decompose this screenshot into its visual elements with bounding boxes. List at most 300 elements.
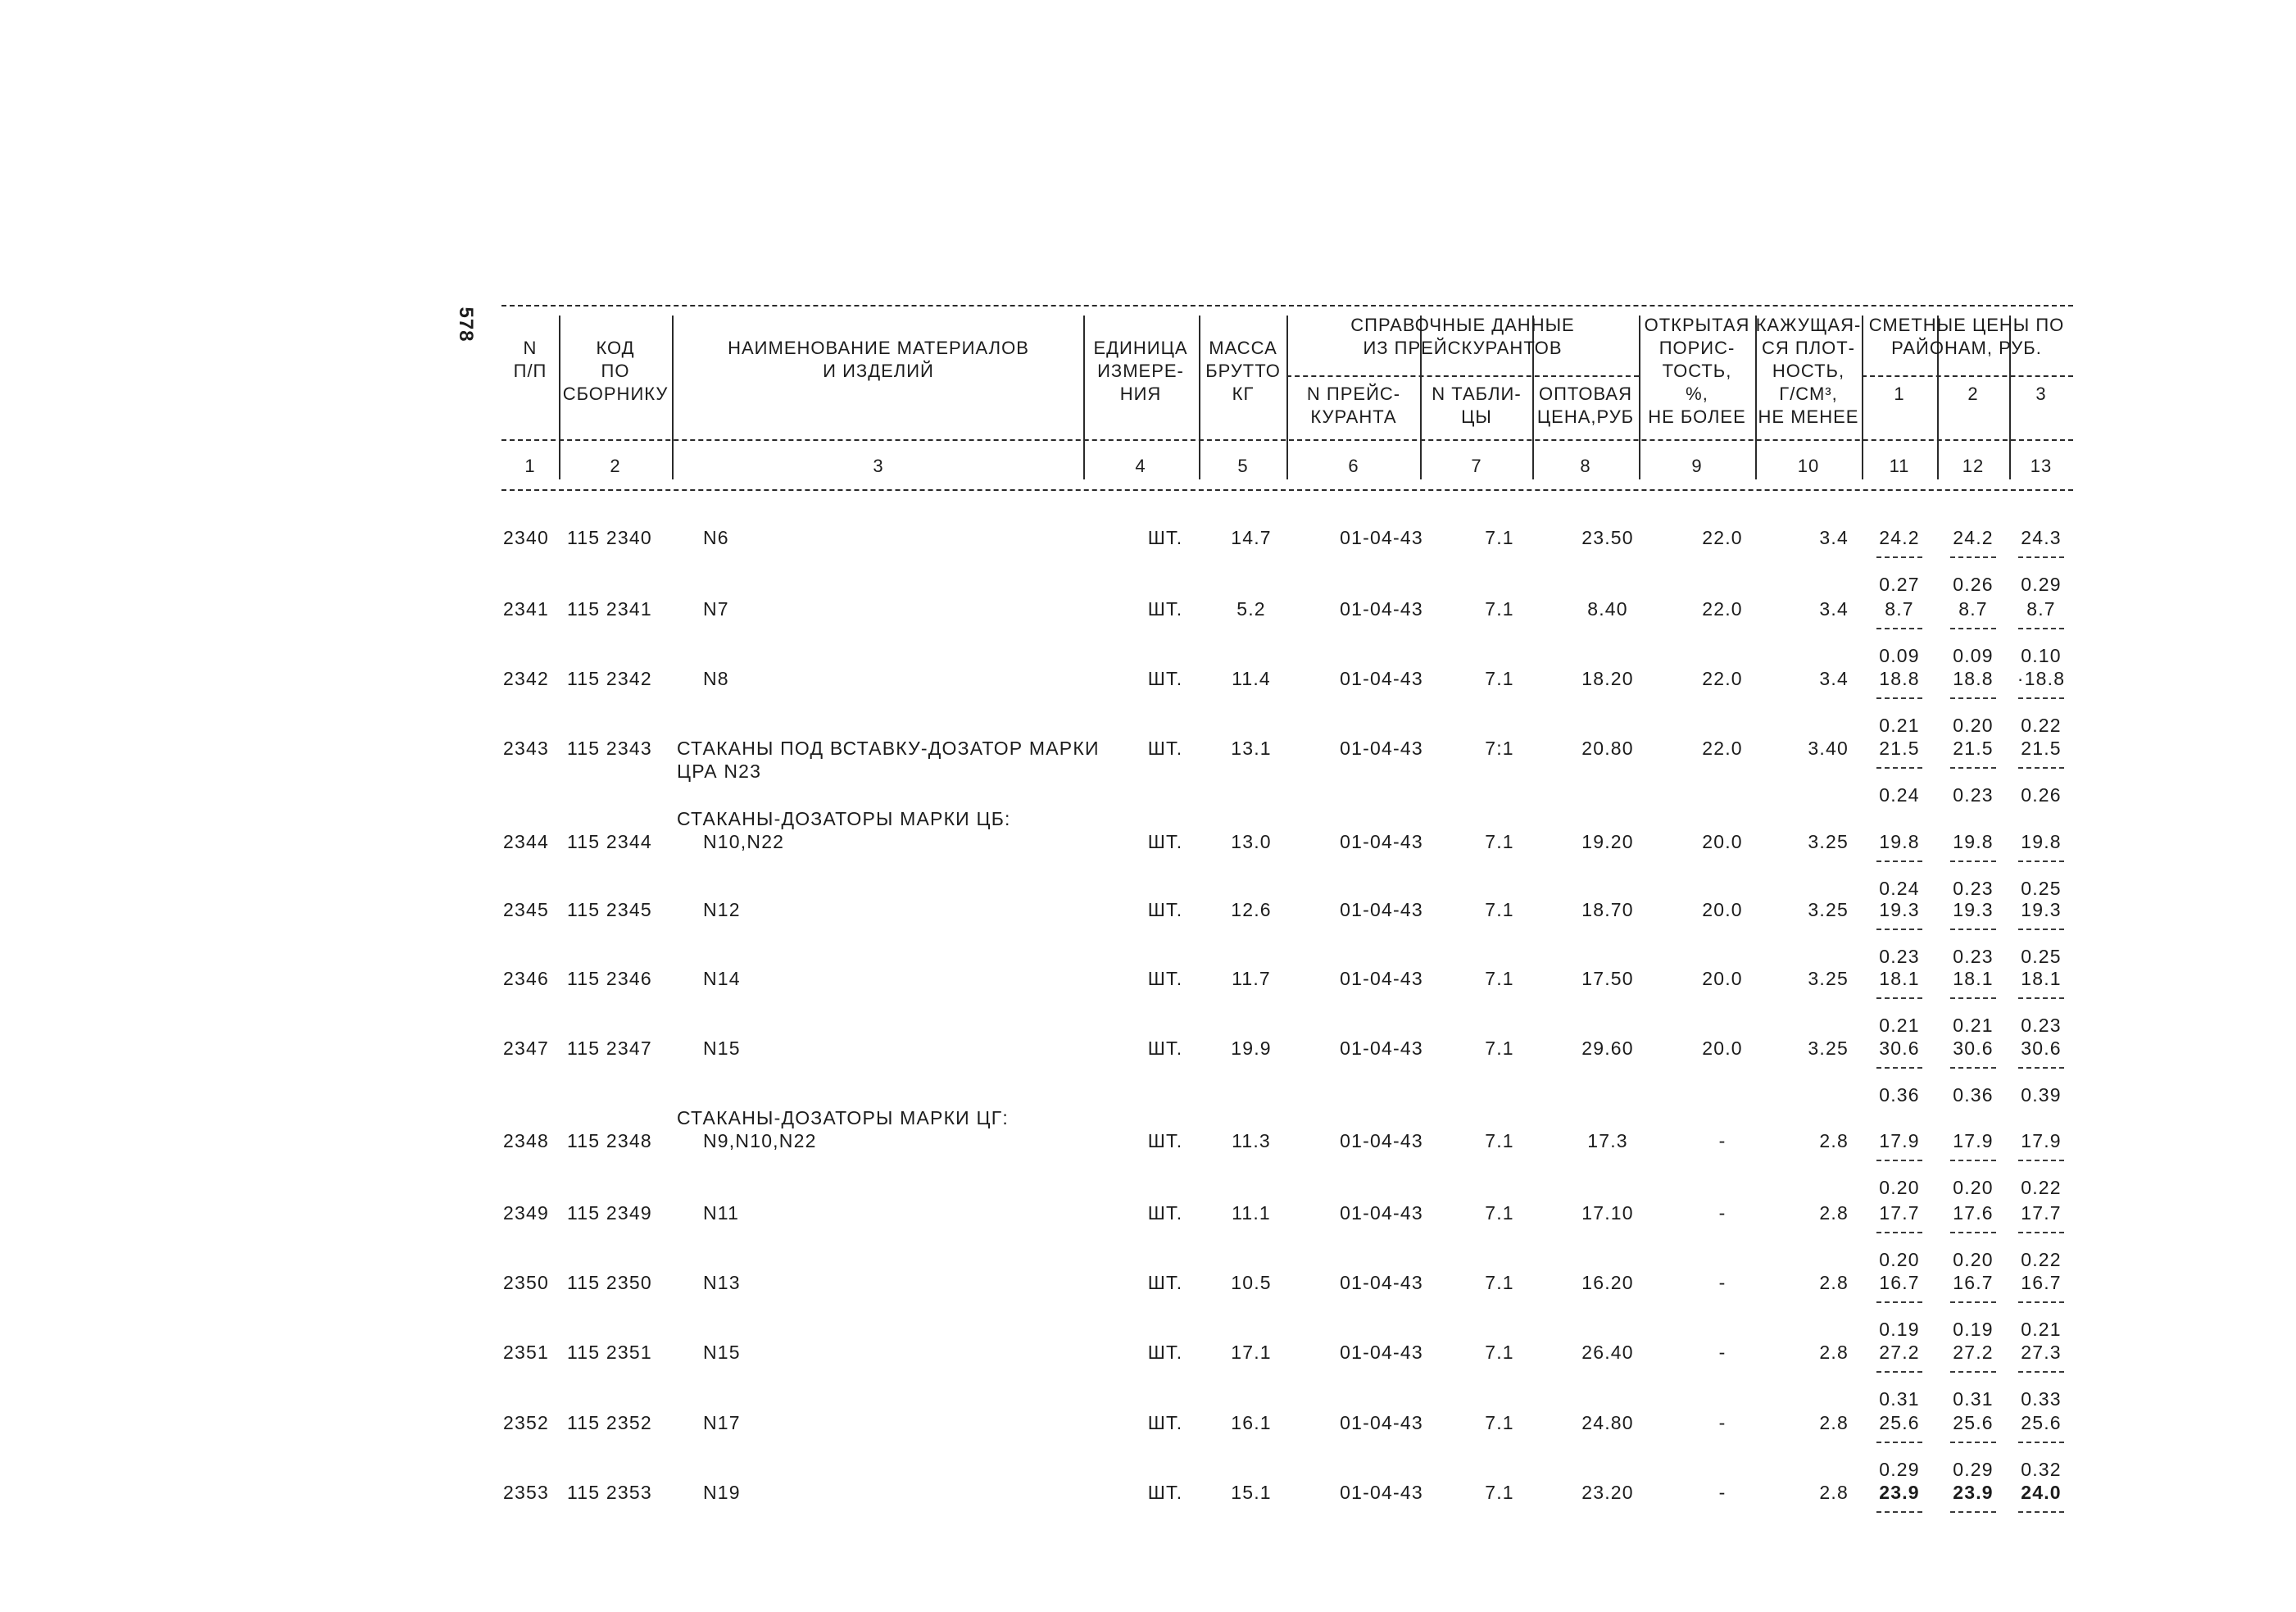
row-density: 2.8 — [1819, 1482, 1849, 1503]
row-density: 3.4 — [1819, 598, 1849, 620]
row-region-price-3: 27.3 — [2021, 1342, 2062, 1363]
row-mass: 5.2 — [1236, 598, 1266, 620]
header-col-density: НЕ МЕНЕЕ — [1758, 406, 1859, 427]
row-wholesale-price: 20.80 — [1581, 738, 1634, 759]
row-transport-cost-2: 0.20 — [1953, 1249, 1994, 1270]
header-col-mass: МАССА — [1209, 338, 1277, 358]
row-table: 7.1 — [1485, 668, 1514, 689]
header-col-porosity: ТОСТЬ, — [1662, 361, 1732, 381]
fraction-rule — [2018, 697, 2064, 699]
fraction-rule — [1950, 1371, 1996, 1373]
fraction-rule — [1876, 1160, 1922, 1161]
row-name: N15 — [703, 1342, 741, 1363]
row-number: 2347 — [503, 1038, 549, 1059]
row-code: 115 2347 — [567, 1038, 652, 1059]
row-code: 115 2351 — [567, 1342, 652, 1363]
row-code: 115 2353 — [567, 1482, 652, 1503]
fraction-rule — [2018, 1301, 2064, 1303]
row-porosity: 20.0 — [1702, 899, 1743, 920]
row-name: ЦРА N23 — [677, 761, 762, 782]
fraction-rule — [2018, 1067, 2064, 1069]
row-wholesale-price: 18.20 — [1581, 668, 1634, 689]
row-mass: 11.4 — [1232, 668, 1271, 689]
row-transport-cost-2: 0.20 — [1953, 715, 1994, 736]
row-transport-cost-2: 0.26 — [1953, 574, 1994, 595]
row-density: 2.8 — [1819, 1412, 1849, 1433]
row-region-price-1: 23.9 — [1879, 1482, 1920, 1503]
row-region-price-2: 24.2 — [1953, 527, 1994, 548]
row-region-price-2: 17.6 — [1953, 1202, 1994, 1224]
row-number: 2343 — [503, 738, 549, 759]
row-porosity: 22.0 — [1702, 668, 1743, 689]
row-code: 115 2343 — [567, 738, 652, 759]
row-number: 2353 — [503, 1482, 549, 1503]
row-name: N11 — [703, 1202, 740, 1224]
row-table: 7.1 — [1485, 831, 1514, 852]
row-wholesale-price: 23.50 — [1581, 527, 1634, 548]
fraction-rule — [2018, 1511, 2064, 1513]
row-unit: ШТ. — [1147, 668, 1183, 689]
row-porosity: 20.0 — [1702, 1038, 1743, 1059]
row-transport-cost-2: 0.19 — [1953, 1319, 1994, 1340]
row-code: 115 2352 — [567, 1412, 652, 1433]
fraction-rule — [1950, 556, 1996, 558]
column-number-label: 10 — [1797, 456, 1820, 476]
fraction-rule — [1950, 1160, 1996, 1161]
row-region-price-1: 16.7 — [1879, 1272, 1920, 1293]
row-code: 115 2342 — [567, 668, 652, 689]
header-reference-group: ИЗ ПРЕЙСКУРАНТОВ — [1363, 338, 1563, 358]
header-col-wholesale-price: ЦЕНА,РУБ — [1536, 406, 1635, 427]
row-number: 2344 — [503, 831, 549, 852]
row-unit: ШТ. — [1147, 1202, 1183, 1224]
column-number-label: 8 — [1580, 456, 1591, 476]
row-transport-cost-1: 0.19 — [1879, 1319, 1920, 1340]
row-region-price-1: 17.9 — [1879, 1130, 1920, 1151]
fraction-rule — [1950, 997, 1996, 999]
row-code: 115 2344 — [567, 831, 652, 852]
row-transport-cost-1: 0.31 — [1879, 1388, 1920, 1410]
row-transport-cost-1: 0.20 — [1879, 1177, 1920, 1198]
row-transport-cost-1: 0.09 — [1879, 645, 1920, 666]
header-col-code: КОД — [596, 338, 635, 358]
row-name: N9,N10,N22 — [703, 1130, 817, 1151]
row-region-price-3: 19.3 — [2021, 899, 2062, 920]
header-col-porosity: ОТКРЫТАЯ — [1644, 315, 1750, 335]
row-code: 115 2349 — [567, 1202, 652, 1224]
fraction-rule — [1876, 1442, 1922, 1443]
header-col-porosity: %, — [1686, 384, 1708, 404]
header-col-mass: БРУТТО — [1205, 361, 1281, 381]
row-density: 2.8 — [1819, 1202, 1849, 1224]
row-unit: ШТ. — [1147, 738, 1183, 759]
fraction-rule — [2018, 860, 2064, 862]
row-name: N10,N22 — [703, 831, 785, 852]
row-porosity: 22.0 — [1702, 738, 1743, 759]
row-transport-cost-2: 0.29 — [1953, 1459, 1994, 1480]
row-density: 3.25 — [1808, 899, 1849, 920]
row-transport-cost-3: 0.23 — [2021, 1015, 2062, 1036]
row-transport-cost-1: 0.21 — [1879, 1015, 1920, 1036]
row-table: 7.1 — [1485, 1412, 1514, 1433]
header-region-1: 1 — [1894, 384, 1905, 404]
row-porosity: 20.0 — [1702, 968, 1743, 989]
row-pricelist: 01-04-43 — [1340, 1038, 1423, 1059]
row-transport-cost-3: 0.26 — [2021, 784, 2062, 806]
row-region-price-2: 8.7 — [1958, 598, 1988, 620]
header-column-divider — [559, 316, 560, 479]
row-group-heading: СТАКАНЫ-ДОЗАТОРЫ МАРКИ ЦБ: — [677, 808, 1011, 829]
row-region-price-3: ·18.8 — [2017, 668, 2066, 689]
fraction-rule — [1876, 697, 1922, 699]
row-transport-cost-2: 0.31 — [1953, 1388, 1994, 1410]
row-transport-cost-1: 0.20 — [1879, 1249, 1920, 1270]
row-code: 115 2346 — [567, 968, 652, 989]
row-wholesale-price: 19.20 — [1581, 831, 1634, 852]
fraction-rule — [2018, 628, 2064, 629]
row-pricelist: 01-04-43 — [1340, 831, 1423, 852]
fraction-rule — [1876, 556, 1922, 558]
row-mass: 11.1 — [1232, 1202, 1271, 1224]
row-transport-cost-2: 0.20 — [1953, 1177, 1994, 1198]
fraction-rule — [1876, 1371, 1922, 1373]
row-wholesale-price: 29.60 — [1581, 1038, 1634, 1059]
fraction-rule — [1876, 997, 1922, 999]
row-transport-cost-3: 0.22 — [2021, 715, 2062, 736]
row-table: 7.1 — [1485, 527, 1514, 548]
row-porosity: 20.0 — [1702, 831, 1743, 852]
row-region-price-2: 16.7 — [1953, 1272, 1994, 1293]
row-number: 2352 — [503, 1412, 549, 1433]
row-code: 115 2345 — [567, 899, 652, 920]
header-region-2: 2 — [1967, 384, 1979, 404]
reference-group-rule — [1286, 375, 1639, 377]
row-name: N17 — [703, 1412, 741, 1433]
row-transport-cost-3: 0.33 — [2021, 1388, 2062, 1410]
row-wholesale-price: 17.3 — [1587, 1130, 1628, 1151]
row-region-price-2: 21.5 — [1953, 738, 1994, 759]
fraction-rule — [1950, 1232, 1996, 1233]
fraction-rule — [2018, 1442, 2064, 1443]
row-region-price-2: 17.9 — [1953, 1130, 1994, 1151]
row-pricelist: 01-04-43 — [1340, 1412, 1423, 1433]
row-table: 7.1 — [1485, 1342, 1514, 1363]
row-table: 7.1 — [1485, 1482, 1514, 1503]
fraction-rule — [1876, 1067, 1922, 1069]
row-transport-cost-1: 0.24 — [1879, 878, 1920, 899]
row-region-price-3: 21.5 — [2021, 738, 2062, 759]
header-col-code: ПО — [601, 361, 630, 381]
column-number-label: 12 — [1962, 456, 1985, 476]
row-region-price-1: 25.6 — [1879, 1412, 1920, 1433]
row-transport-cost-3: 0.21 — [2021, 1319, 2062, 1340]
row-region-price-3: 18.1 — [2021, 968, 2062, 989]
row-region-price-3: 19.8 — [2021, 831, 2062, 852]
row-wholesale-price: 18.70 — [1581, 899, 1634, 920]
row-code: 115 2350 — [567, 1272, 652, 1293]
fraction-rule — [2018, 556, 2064, 558]
prices-group-rule — [1862, 375, 2073, 377]
header-col-wholesale-price: ОПТОВАЯ — [1539, 384, 1632, 404]
header-col-name: И ИЗДЕЛИЙ — [823, 361, 934, 381]
row-transport-cost-2: 0.23 — [1953, 878, 1994, 899]
row-transport-cost-3: 0.25 — [2021, 878, 2062, 899]
row-table: 7.1 — [1485, 1130, 1514, 1151]
row-porosity: - — [1718, 1130, 1727, 1151]
header-col-pricelist: КУРАНТА — [1310, 406, 1397, 427]
fraction-rule — [2018, 1160, 2064, 1161]
row-unit: ШТ. — [1147, 1342, 1183, 1363]
row-density: 2.8 — [1819, 1342, 1849, 1363]
fraction-rule — [2018, 1371, 2064, 1373]
row-porosity: - — [1718, 1412, 1727, 1433]
header-col-density: НОСТЬ, — [1772, 361, 1845, 381]
header-col-mass: КГ — [1232, 384, 1255, 404]
row-pricelist: 01-04-43 — [1340, 598, 1423, 620]
header-prices-group: СМЕТНЫЕ ЦЕНЫ ПО — [1868, 315, 2065, 335]
row-region-price-1: 27.2 — [1879, 1342, 1920, 1363]
fraction-rule — [1950, 697, 1996, 699]
row-density: 3.4 — [1819, 527, 1849, 548]
row-region-price-2: 25.6 — [1953, 1412, 1994, 1433]
row-region-price-3: 8.7 — [2026, 598, 2056, 620]
header-column-divider — [1862, 316, 1863, 479]
header-reference-group: СПРАВОЧНЫЕ ДАННЫЕ — [1350, 315, 1575, 335]
row-pricelist: 01-04-43 — [1340, 1130, 1423, 1151]
row-pricelist: 01-04-43 — [1340, 1342, 1423, 1363]
row-transport-cost-1: 0.21 — [1879, 715, 1920, 736]
row-name: N19 — [703, 1482, 741, 1503]
row-code: 115 2341 — [567, 598, 652, 620]
column-number-label: 13 — [2030, 456, 2053, 476]
fraction-rule — [1950, 929, 1996, 930]
fraction-rule — [2018, 929, 2064, 930]
fraction-rule — [1876, 1232, 1922, 1233]
row-pricelist: 01-04-43 — [1340, 1272, 1423, 1293]
row-table: 7.1 — [1485, 598, 1514, 620]
row-pricelist: 01-04-43 — [1340, 1202, 1423, 1224]
row-transport-cost-3: 0.32 — [2021, 1459, 2062, 1480]
fraction-rule — [1876, 628, 1922, 629]
fraction-rule — [2018, 767, 2064, 769]
header-column-divider — [672, 316, 674, 479]
header-col-unit: ИЗМЕРЕ- — [1097, 361, 1184, 381]
row-pricelist: 01-04-43 — [1340, 1482, 1423, 1503]
row-transport-cost-3: 0.25 — [2021, 946, 2062, 967]
row-region-price-3: 17.9 — [2021, 1130, 2062, 1151]
page-number: 578 — [455, 307, 477, 343]
row-wholesale-price: 17.50 — [1581, 968, 1634, 989]
row-region-price-3: 16.7 — [2021, 1272, 2062, 1293]
row-name: N6 — [703, 527, 729, 548]
fraction-rule — [1876, 767, 1922, 769]
row-region-price-2: 19.3 — [1953, 899, 1994, 920]
fraction-rule — [1876, 860, 1922, 862]
header-col-density: КАЖУЩАЯ- — [1755, 315, 1862, 335]
row-pricelist: 01-04-43 — [1340, 527, 1423, 548]
header-col-table: ЦЫ — [1461, 406, 1492, 427]
row-region-price-3: 25.6 — [2021, 1412, 2062, 1433]
row-mass: 15.1 — [1231, 1482, 1272, 1503]
row-wholesale-price: 8.40 — [1587, 598, 1628, 620]
row-pricelist: 01-04-43 — [1340, 968, 1423, 989]
row-code: 115 2348 — [567, 1130, 652, 1151]
row-unit: ШТ. — [1147, 1482, 1183, 1503]
row-group-heading: СТАКАНЫ-ДОЗАТОРЫ МАРКИ ЦГ: — [677, 1107, 1009, 1128]
row-transport-cost-2: 0.36 — [1953, 1084, 1994, 1106]
header-col-table: N ТАБЛИ- — [1432, 384, 1522, 404]
row-number: 2349 — [503, 1202, 549, 1224]
fraction-rule — [1950, 1442, 1996, 1443]
header-col-porosity: ПОРИС- — [1658, 338, 1736, 358]
header-col-unit: НИЯ — [1119, 384, 1162, 404]
header-col-unit: ЕДИНИЦА — [1093, 338, 1188, 358]
row-number: 2341 — [503, 598, 549, 620]
column-number-label: 9 — [1691, 456, 1703, 476]
row-transport-cost-1: 0.29 — [1879, 1459, 1920, 1480]
row-unit: ШТ. — [1147, 1272, 1183, 1293]
row-number: 2346 — [503, 968, 549, 989]
row-number: 2348 — [503, 1130, 549, 1151]
row-code: 115 2340 — [567, 527, 652, 548]
fraction-rule — [1950, 1067, 1996, 1069]
row-number: 2345 — [503, 899, 549, 920]
row-mass: 14.7 — [1231, 527, 1272, 548]
row-transport-cost-2: 0.23 — [1953, 946, 1994, 967]
row-number: 2342 — [503, 668, 549, 689]
header-col-name: НАИМЕНОВАНИЕ МАТЕРИАЛОВ — [728, 338, 1029, 358]
row-region-price-1: 8.7 — [1885, 598, 1914, 620]
row-region-price-3: 24.3 — [2021, 527, 2062, 548]
fraction-rule — [2018, 1232, 2064, 1233]
row-mass: 19.9 — [1231, 1038, 1272, 1059]
row-wholesale-price: 26.40 — [1581, 1342, 1634, 1363]
row-transport-cost-2: 0.23 — [1953, 784, 1994, 806]
row-transport-cost-3: 0.10 — [2021, 645, 2062, 666]
fraction-rule — [1950, 628, 1996, 629]
column-number-label: 3 — [873, 456, 884, 476]
row-density: 3.25 — [1808, 968, 1849, 989]
row-table: 7.1 — [1485, 1202, 1514, 1224]
fraction-rule — [1876, 929, 1922, 930]
row-region-price-2: 19.8 — [1953, 831, 1994, 852]
row-region-price-3: 24.0 — [2021, 1482, 2062, 1503]
header-top-rule — [501, 305, 2073, 307]
row-name: N15 — [703, 1038, 741, 1059]
fraction-rule — [2018, 997, 2064, 999]
row-table: 7:1 — [1485, 738, 1514, 759]
row-pricelist: 01-04-43 — [1340, 668, 1423, 689]
row-mass: 13.1 — [1231, 738, 1272, 759]
row-transport-cost-1: 0.36 — [1879, 1084, 1920, 1106]
row-pricelist: 01-04-43 — [1340, 899, 1423, 920]
row-table: 7.1 — [1485, 899, 1514, 920]
row-region-price-1: 18.1 — [1879, 968, 1920, 989]
row-name: N8 — [703, 668, 729, 689]
header-prices-group: РАЙОНАМ, РУБ. — [1891, 338, 2042, 358]
header-col-density: Г/СМ³, — [1779, 384, 1838, 404]
row-unit: ШТ. — [1147, 1412, 1183, 1433]
row-name: N14 — [703, 968, 741, 989]
row-porosity: 22.0 — [1702, 598, 1743, 620]
row-mass: 12.6 — [1231, 899, 1272, 920]
row-wholesale-price: 16.20 — [1581, 1272, 1634, 1293]
row-region-price-2: 18.8 — [1953, 668, 1994, 689]
column-number-label: 5 — [1237, 456, 1249, 476]
row-pricelist: 01-04-43 — [1340, 738, 1423, 759]
header-col-code: СБОРНИКУ — [562, 384, 669, 404]
row-name: СТАКАНЫ ПОД ВСТАВКУ-ДОЗАТОР МАРКИ — [677, 738, 1100, 759]
fraction-rule — [1950, 860, 1996, 862]
row-porosity: - — [1718, 1272, 1727, 1293]
row-number: 2340 — [503, 527, 549, 548]
row-number: 2350 — [503, 1272, 549, 1293]
row-unit: ШТ. — [1147, 1038, 1183, 1059]
header-region-3: 3 — [2035, 384, 2047, 404]
row-transport-cost-1: 0.23 — [1879, 946, 1920, 967]
row-unit: ШТ. — [1147, 831, 1183, 852]
row-mass: 11.7 — [1232, 968, 1271, 989]
row-transport-cost-3: 0.22 — [2021, 1177, 2062, 1198]
row-region-price-2: 18.1 — [1953, 968, 1994, 989]
row-density: 3.40 — [1808, 738, 1849, 759]
row-porosity: - — [1718, 1342, 1727, 1363]
row-transport-cost-3: 0.29 — [2021, 574, 2062, 595]
row-transport-cost-3: 0.22 — [2021, 1249, 2062, 1270]
row-transport-cost-2: 0.09 — [1953, 645, 1994, 666]
row-region-price-3: 30.6 — [2021, 1038, 2062, 1059]
row-table: 7.1 — [1485, 968, 1514, 989]
header-col-density: СЯ ПЛОТ- — [1761, 338, 1856, 358]
row-wholesale-price: 24.80 — [1581, 1412, 1634, 1433]
row-region-price-1: 19.3 — [1879, 899, 1920, 920]
row-density: 2.8 — [1819, 1272, 1849, 1293]
row-mass: 17.1 — [1231, 1342, 1272, 1363]
fraction-rule — [1950, 767, 1996, 769]
row-density: 3.25 — [1808, 1038, 1849, 1059]
row-wholesale-price: 17.10 — [1581, 1202, 1634, 1224]
row-transport-cost-2: 0.21 — [1953, 1015, 1994, 1036]
row-transport-cost-1: 0.24 — [1879, 784, 1920, 806]
row-region-price-1: 24.2 — [1879, 527, 1920, 548]
row-table: 7.1 — [1485, 1038, 1514, 1059]
header-col-number: N — [523, 338, 538, 358]
row-unit: ШТ. — [1147, 527, 1183, 548]
column-number-label: 1 — [524, 456, 536, 476]
row-wholesale-price: 23.20 — [1581, 1482, 1634, 1503]
row-region-price-2: 30.6 — [1953, 1038, 1994, 1059]
row-region-price-2: 23.9 — [1953, 1482, 1994, 1503]
row-porosity: - — [1718, 1482, 1727, 1503]
header-bottom-rule — [501, 489, 2073, 491]
header-column-divider — [1286, 316, 1288, 479]
row-number: 2351 — [503, 1342, 549, 1363]
row-density: 3.25 — [1808, 831, 1849, 852]
column-number-label: 2 — [610, 456, 621, 476]
row-name: N7 — [703, 598, 729, 620]
fraction-rule — [1950, 1511, 1996, 1513]
header-col-porosity: НЕ БОЛЕЕ — [1648, 406, 1746, 427]
row-unit: ШТ. — [1147, 899, 1183, 920]
header-column-divider — [1755, 316, 1757, 479]
row-table: 7.1 — [1485, 1272, 1514, 1293]
row-unit: ШТ. — [1147, 598, 1183, 620]
header-column-divider — [1199, 316, 1200, 479]
row-transport-cost-1: 0.27 — [1879, 574, 1920, 595]
fraction-rule — [1950, 1301, 1996, 1303]
fraction-rule — [1876, 1511, 1922, 1513]
row-mass: 10.5 — [1231, 1272, 1272, 1293]
